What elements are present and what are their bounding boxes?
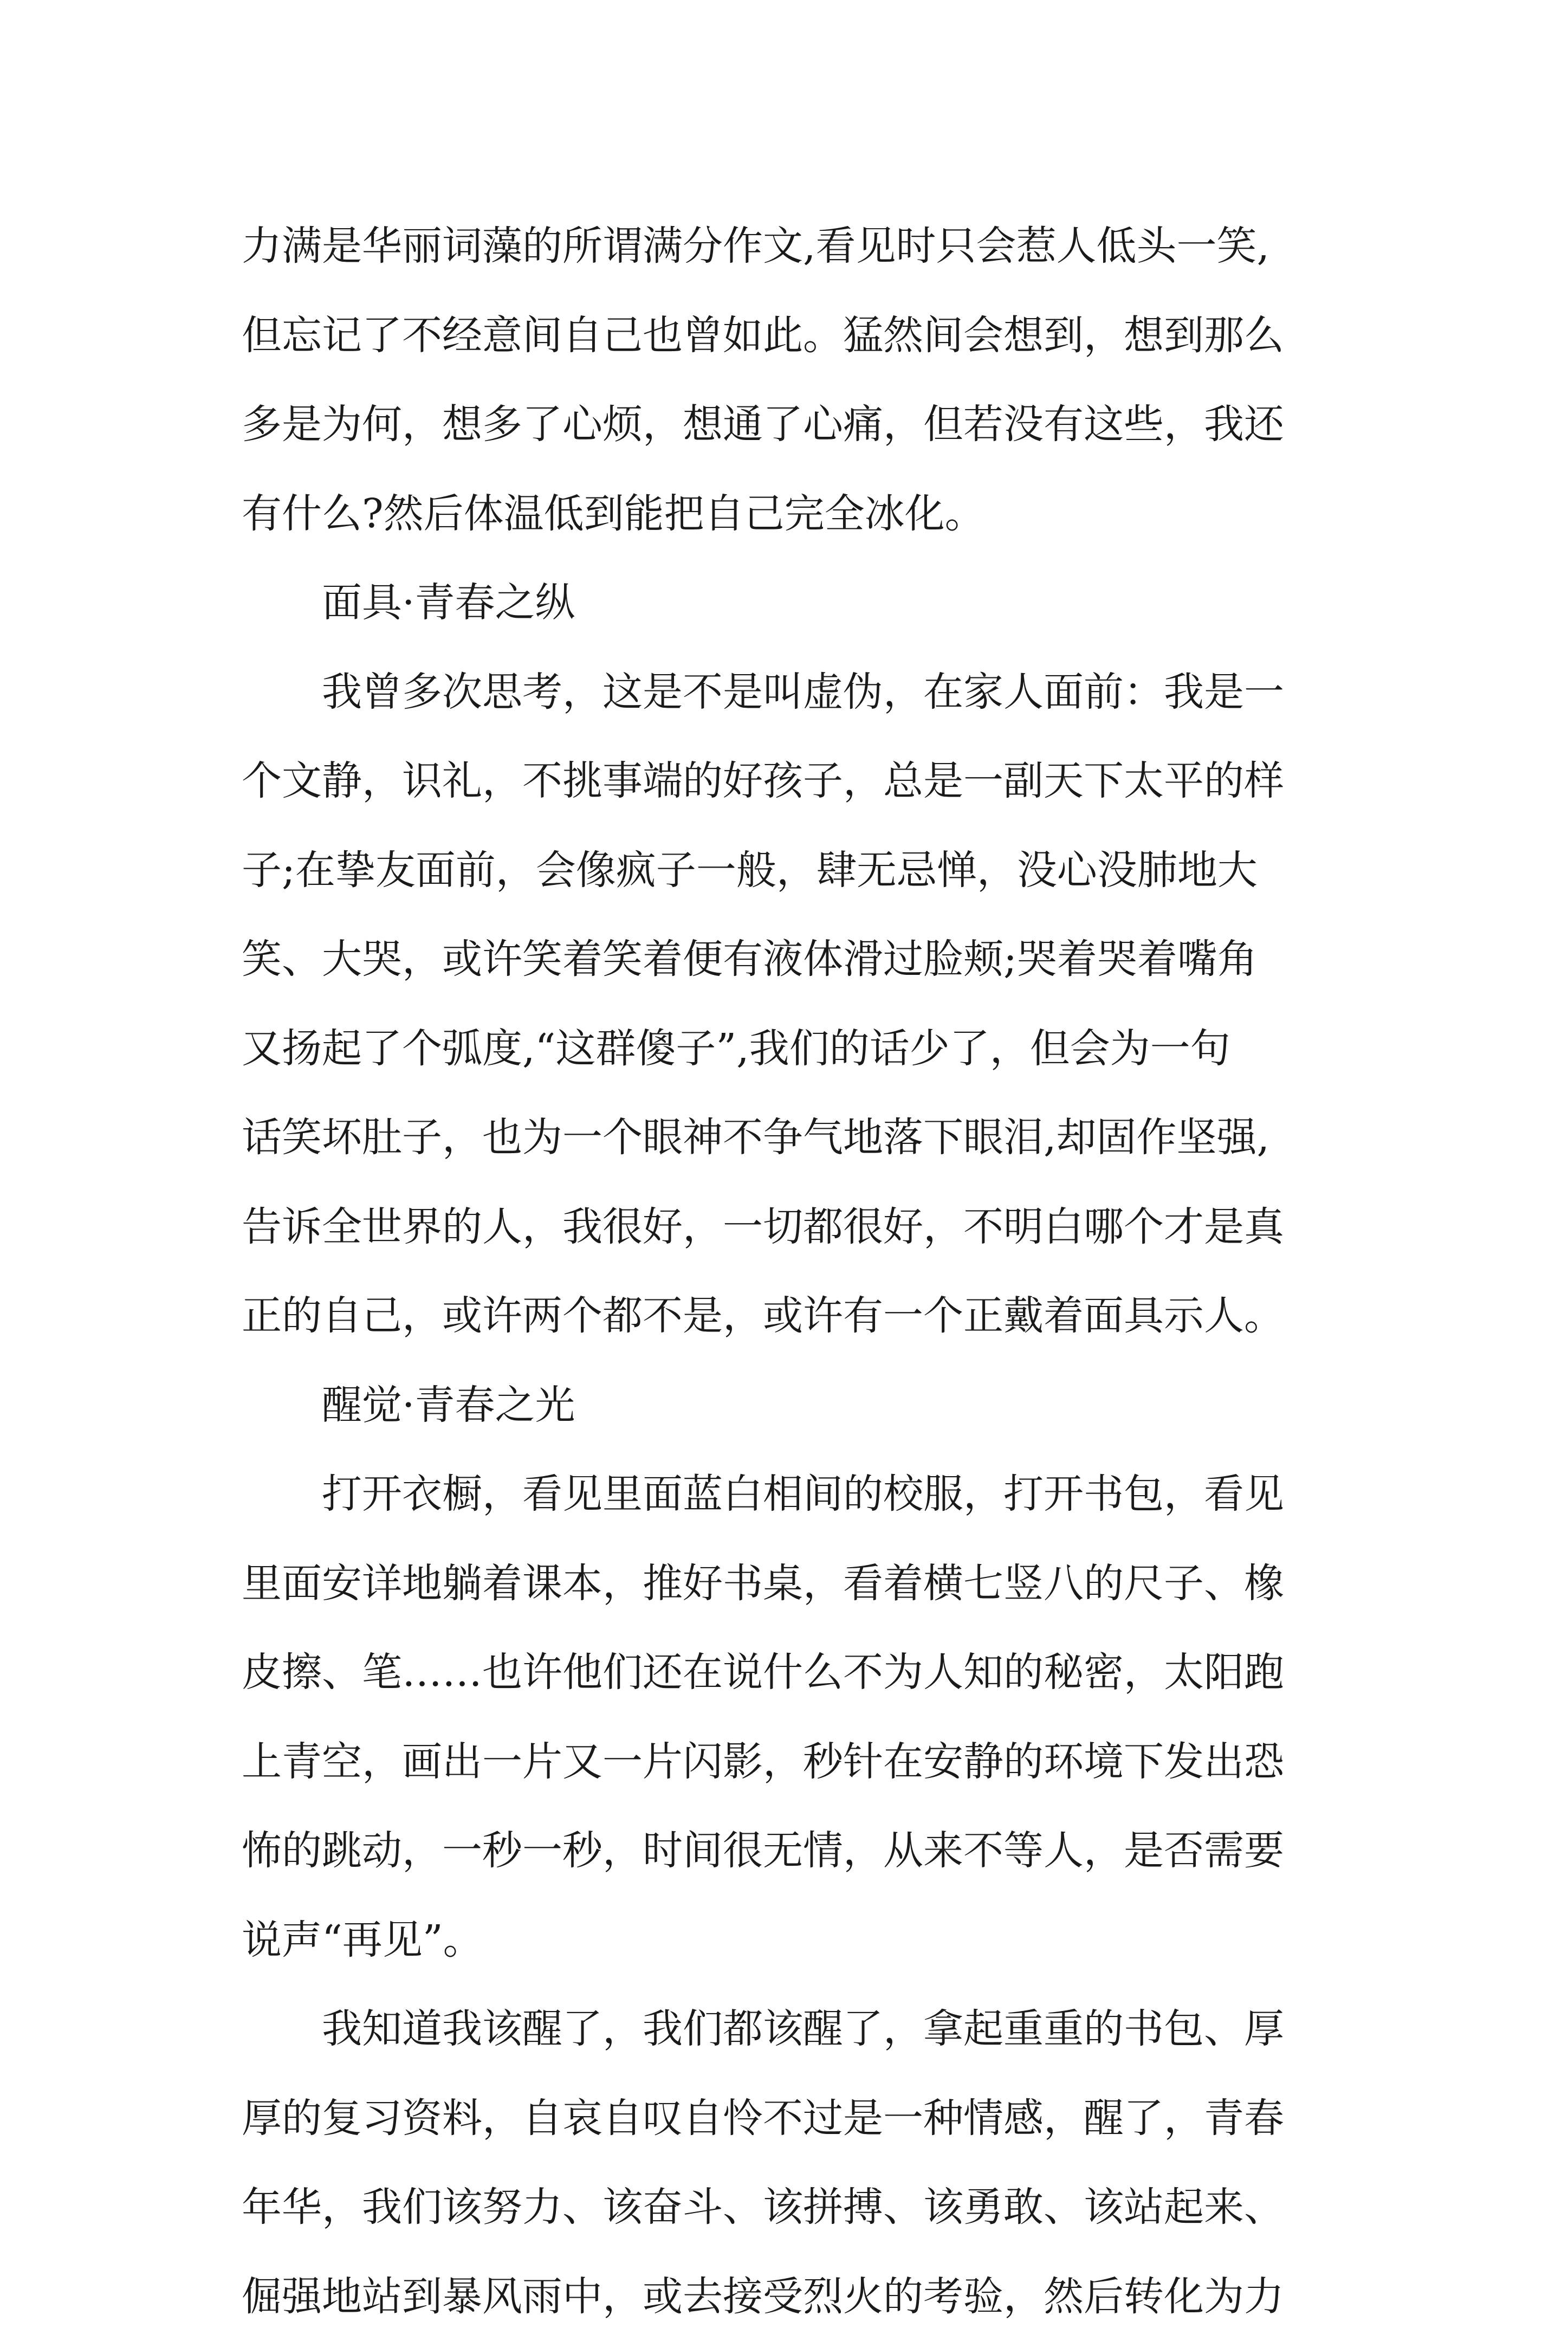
text-line: 我知道我该醒了，我们都该醒了，拿起重重的书包、厚 [242,1984,1379,2074]
text-line: 怖的跳动，一秒一秒，时间很无情，从来不等人，是否需要 [242,1806,1379,1896]
section-heading: 醒觉·青春之光 [242,1361,1379,1450]
text-line: 年华，我们该努力、该奋斗、该拼搏、该勇敢、该站起来、 [242,2163,1379,2252]
text-line: 笑、大哭，或许笑着笑着便有液体滑过脸颊;哭着哭着嘴角 [242,915,1379,1004]
text-line: 说声“再见”。 [242,1896,1379,1985]
text-line: 个文静，识礼，不挑事端的好孩子，总是一副天下太平的样 [242,736,1379,826]
text-line: 有什么?然后体温低到能把自己完全冰化。 [242,469,1379,559]
text-line: 话笑坏肚子，也为一个眼神不争气地落下眼泪,却固作坚强, [242,1093,1379,1182]
text-line: 打开衣橱，看见里面蓝白相间的校服，打开书包，看见 [242,1450,1379,1539]
text-line: 子;在挚友面前，会像疯子一般，肆无忌惮，没心没肺地大 [242,826,1379,915]
text-line: 里面安详地躺着课本，推好书桌，看着横七竖八的尺子、橡 [242,1539,1379,1628]
text-line: 力满是华丽词藻的所谓满分作文,看见时只会惹人低头一笑, [242,202,1379,291]
text-line: 告诉全世界的人，我很好，一切都很好，不明白哪个才是真 [242,1182,1379,1272]
text-line: 皮擦、笔……也许他们还在说什么不为人知的秘密，太阳跑 [242,1628,1379,1717]
text-line: 但忘记了不经意间自己也曾如此。猛然间会想到，想到那么 [242,291,1379,380]
text-line: 我曾多次思考，这是不是叫虚伪，在家人面前：我是一 [242,648,1379,737]
text-line: 正的自己，或许两个都不是，或许有一个正戴着面具示人。 [242,1271,1379,1361]
text-line: 多是为何，想多了心烦，想通了心痛，但若没有这些，我还 [242,380,1379,469]
text-line: 倔强地站到暴风雨中，或去接受烈火的考验，然后转化为力 [242,2252,1379,2341]
text-line: 上青空，画出一片又一片闪影，秒针在安静的环境下发出恐 [242,1717,1379,1807]
document-body [242,202,1379,2341]
text-line: 又扬起了个弧度,“这群傻子”,我们的话少了，但会为一句 [242,1004,1379,1094]
text-line: 厚的复习资料，自哀自叹自怜不过是一种情感，醒了，青春 [242,2074,1379,2163]
section-heading: 面具·青春之纵 [242,558,1379,648]
